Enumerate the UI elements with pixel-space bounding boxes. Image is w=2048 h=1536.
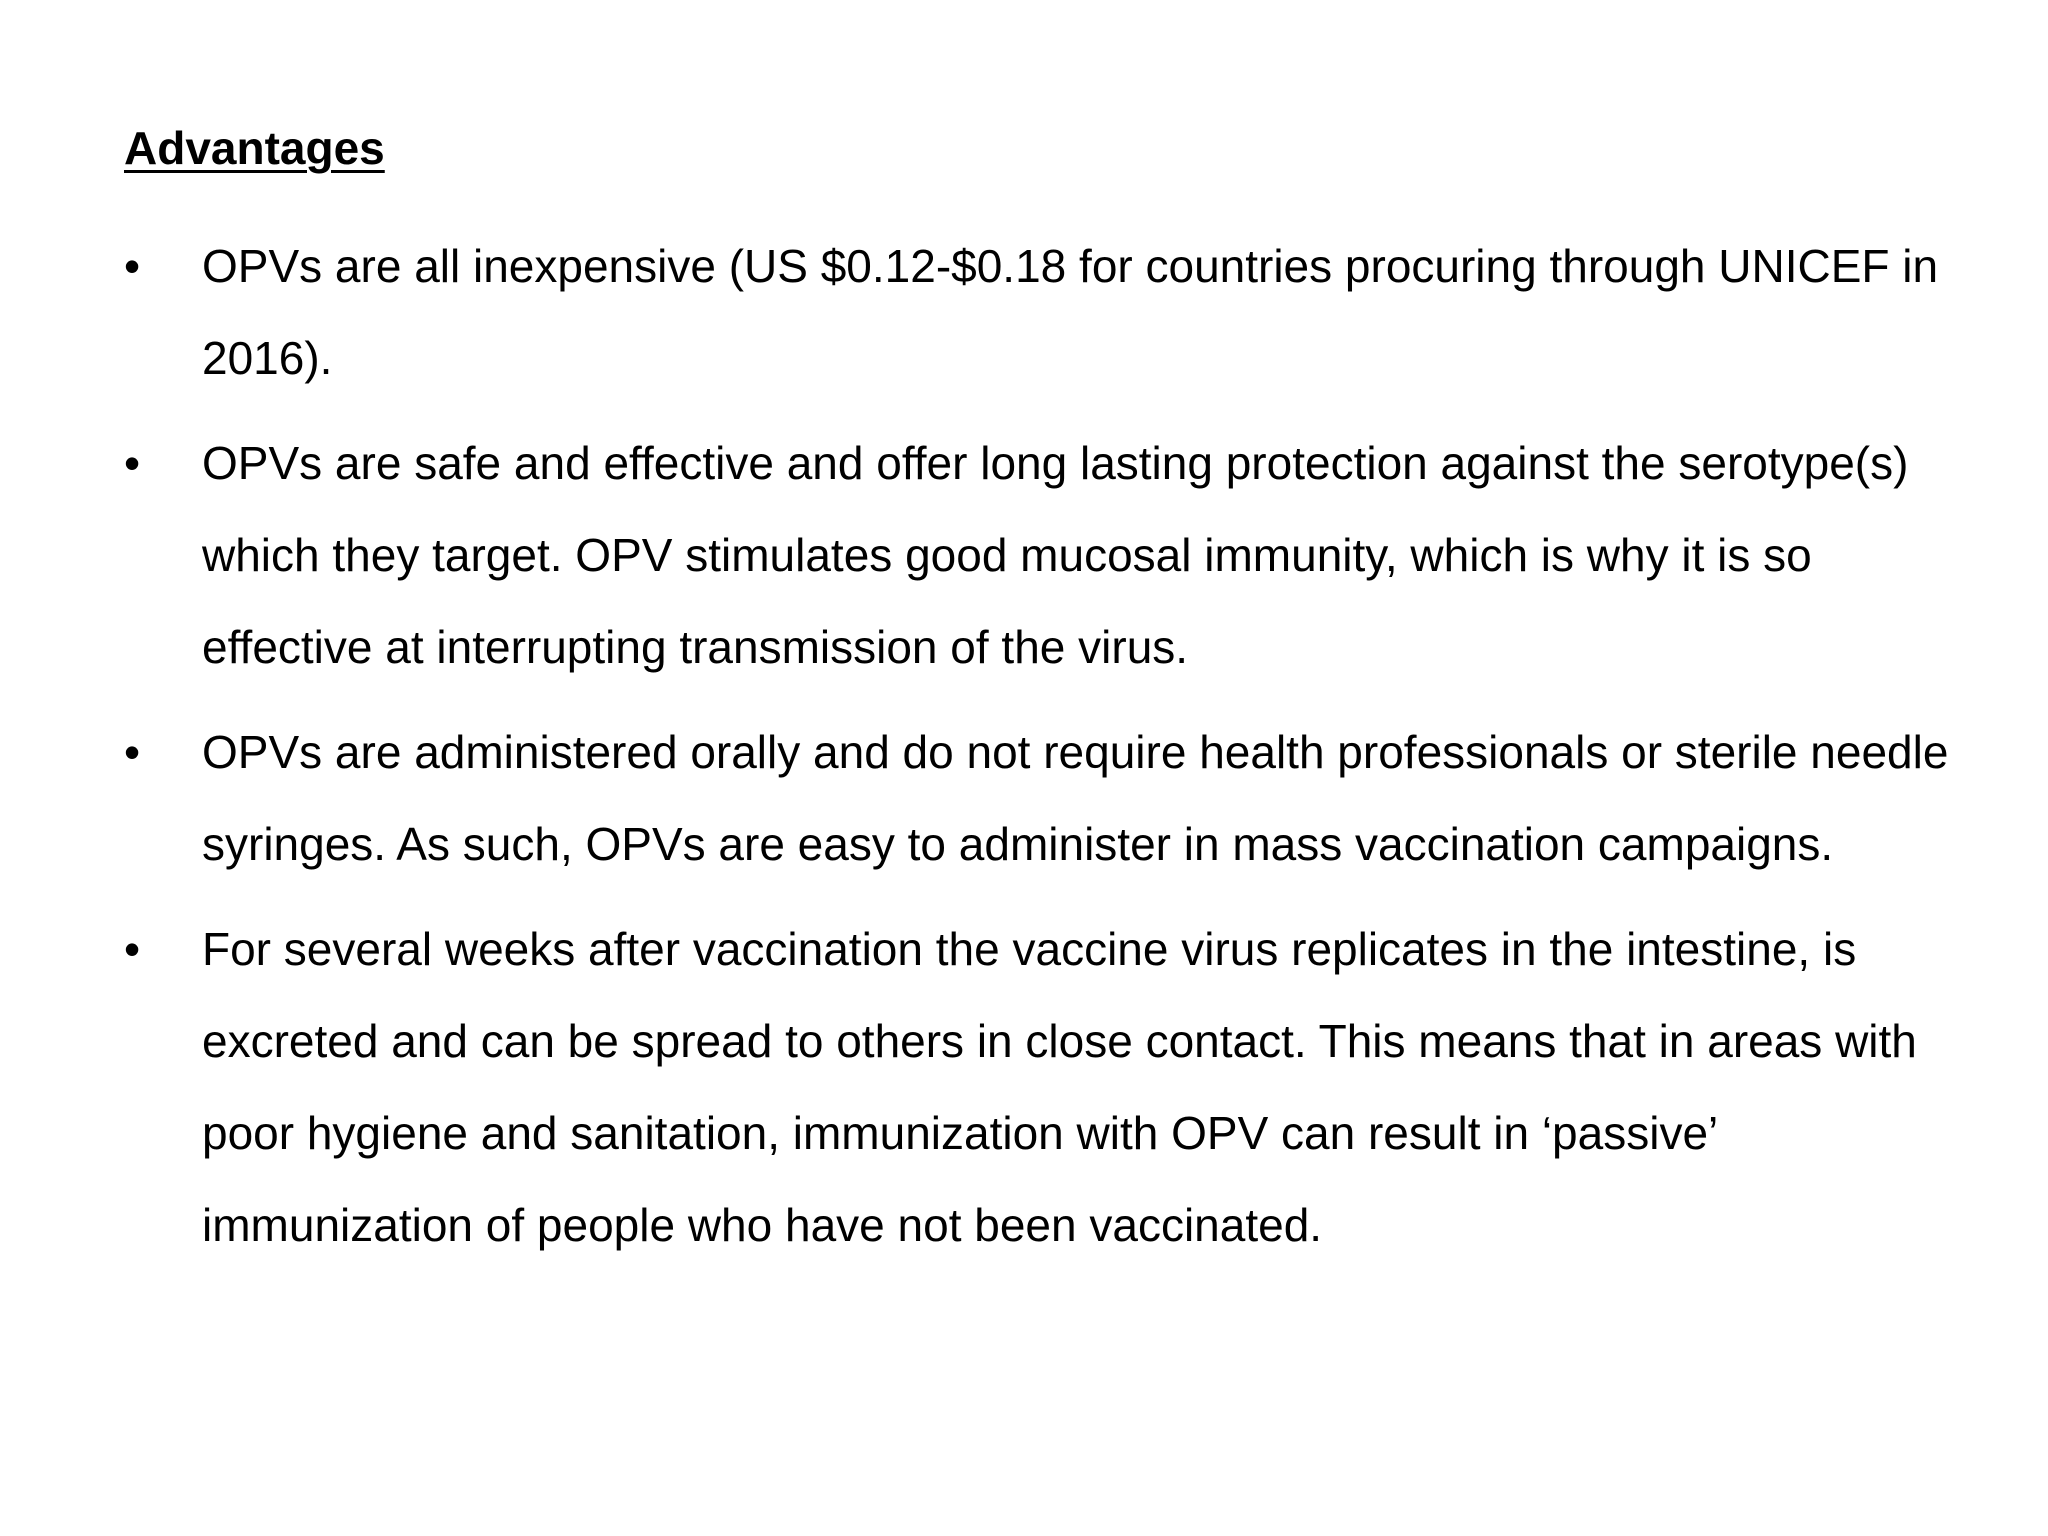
list-item <box>124 706 1954 890</box>
section-heading: Advantages <box>124 122 385 174</box>
list-item-text: For several weeks after vaccination the vaccine virus replicates in the intestine, is excreted and can be spread to others in close contact. This means that in areas with poor hygiene and sanitation, immunization with OPV can result in ‘passive’ immunization of people who have not been vaccinated. <box>202 923 1917 1251</box>
list-item <box>124 220 1954 404</box>
bullet-icon: • <box>124 437 141 489</box>
bullet-icon: • <box>124 923 141 975</box>
bullet-list <box>124 220 1954 1284</box>
list-item-text: OPVs are safe and effective and offer long lasting protection against the serotype(s) which they target. OPV stimulates good mucosal immunity, which is why it is so effective at interrupting transmission of the virus. <box>202 437 1909 673</box>
bullet-icon: • <box>124 726 141 778</box>
bullet-icon: • <box>124 240 141 292</box>
list-item-text: OPVs are all inexpensive (US $0.12-$0.18 for countries procuring through UNICEF in 2016). <box>202 240 1939 384</box>
list-item <box>124 903 1954 1271</box>
list-item-text: OPVs are administered orally and do not require health professionals or sterile needle syringes. As such, OPVs are easy to administer in mass vaccination campaigns. <box>202 726 1949 870</box>
list-item <box>124 417 1954 693</box>
